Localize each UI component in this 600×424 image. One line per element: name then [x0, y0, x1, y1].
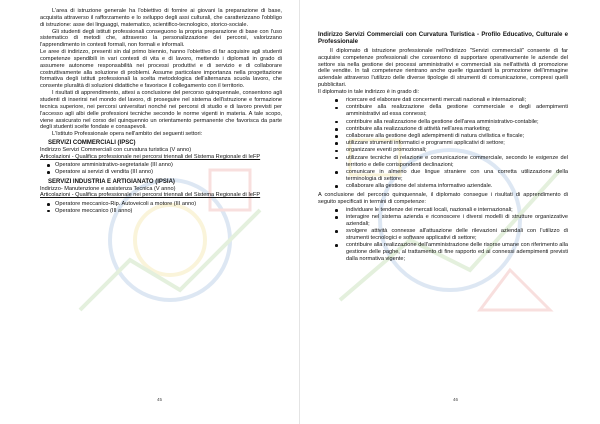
list-item: [318, 140, 568, 147]
list-item-text: utilizzare tecniche di relazione e comunicazione commerciale, secondo le esigenze del territorio e delle corrispondenti declinazioni;: [346, 154, 568, 168]
list-item: [318, 214, 568, 228]
page-number: 46: [453, 397, 459, 402]
list-item-text: Operatore amministrativo-segretariale (III anno): [55, 162, 173, 169]
list-item-text: svolgere attività connesse all'attuazione delle rilevazioni aziendali con l'utilizzo di strumenti tecnologici e software applicativi di settore;: [346, 228, 568, 242]
bullet-icon: [47, 210, 50, 213]
list-item: [318, 97, 568, 104]
list-item: [318, 126, 568, 133]
paragraph: Le aree di indirizzo, presenti sin dal primo biennio, hanno l'obiettivo di far acquisire agli studenti competenze spendibili in vari contesti di vita e di lavoro, mettendo i diplomati in grado di assumere autonome responsabilità nei processi produttivi e di servizio e di collaborare costruttivamente alla soluzione di problemi. Assume particolare importanza nella progettazione formativa degli istituti professionali la scelta metodologica dell'alternanza scuola lavoro, che consente pluralità di soluzioni didattiche e favorisce il collegamento con il territorio.: [40, 49, 282, 90]
list-item: [318, 207, 568, 214]
page-number: 45: [157, 397, 163, 402]
indirizzo-line: Indirizzo Servizi Commerciali con curvatura turistica (V anno): [40, 146, 192, 153]
list-item: [40, 201, 282, 208]
bullet-icon: [335, 230, 338, 233]
qualification-list: [40, 162, 282, 176]
paragraph: Gli studenti degli istituti professionali conseguono la propria preparazione di base con l'uso sistematico di metodi che, attraverso la personalizzazione dei percorsi, valorizzano l'apprendimento in contesti formali, non formali e informali.: [40, 28, 282, 49]
bullet-icon: [335, 171, 338, 174]
list-item: [318, 133, 568, 140]
section-title-ipsc: SERVIZI COMMERCIALI (IPSC): [48, 140, 136, 147]
bullet-icon: [335, 244, 338, 247]
bullet-icon: [335, 121, 338, 124]
paragraph: L'area di istruzione generale ha l'obiettivo di fornire ai giovani la preparazione di base, acquisita attraverso il rafforzamento e lo sviluppo degli assi culturali, che caratterizzano l'obbligo di istruzione: asse dei linguaggi, matematico, scientifico-tecnologico, storico-sociale.: [40, 8, 282, 28]
list-item: [40, 162, 282, 169]
bullet-icon: [335, 216, 338, 219]
section-heading: Indirizzo Servizi Commerciali con Curvatura Turistica - Profilo Educativo, Culturale e Professionale: [318, 31, 568, 46]
paragraph: I risultati di apprendimento, attesi a conclusione del percorso quinquennale, consentono agli studenti di inserirsi nel mondo del lavoro, di proseguire nel sistema dell'istruzione e formazione tecnica superiore, nei percorsi universitari nonché nei percorsi di studio e di lavoro previsti per l'accesso agli albi delle professioni tecniche secondo le norme vigenti in materia. A tale scopo, viene assicurato nel corso del quinquennio un orientamento permanente che favorisca da parte degli studenti scelte fondate e consapevoli.: [40, 90, 282, 131]
list-item: [318, 155, 568, 169]
section-title-ipsia: SERVIZI INDUSTRIA E ARTIGIANATO (IPSIA): [48, 178, 175, 185]
list-item-text: Operatore meccanico (III anno): [55, 207, 133, 214]
list-item-text: ricercare ed elaborare dati concernenti mercati nazionali e internazionali;: [346, 97, 527, 104]
bullet-icon: [335, 157, 338, 160]
left-text-column: [40, 8, 282, 216]
articolazioni-line: Articolazioni - Qualifica professionale nei percorsi triennali del Sistema Regionale di IeFP: [40, 153, 261, 160]
abilities-list: [318, 97, 568, 189]
list-item-text: Operatore ai servizi di vendita (III anno): [55, 168, 153, 175]
paragraph: Il diplomato di istruzione professionale nell'indirizzo "Servizi commerciali" consente di far acquisire competenze professionali che consentono di supportare operativamente le aziende del settore sia nella gestione dei processi amministrativi e commerciali sia nell'attività di promozione delle vendite. In tali competenze rientrano anche quelle riguardanti la promozione dell'immagine aziendale attraverso l'utilizzo delle diverse tipologie di strumenti di comunicazione, compresi quelli pubblicitari.: [318, 47, 568, 89]
list-item-text: contribuire alla realizzazione dell'amministrazione delle risorse umane con riferimento alla gestione delle paghe, al trattamento di fine rapporto ed ai connessi adempimenti previsti dalla normativa vigente;: [346, 242, 568, 262]
bullet-icon: [47, 171, 50, 174]
list-item: [318, 169, 568, 183]
bullet-icon: [47, 203, 50, 206]
list-item-text: contribuire alla realizzazione della gestione commerciale e degli adempimenti amministrativi ad essa connessi;: [346, 104, 568, 118]
list-item-text: contribuire alla realizzazione di attività nell'area marketing;: [346, 125, 491, 132]
list-item-text: Operatore meccanico-Rip. Autoveicoli a motore (III anno): [55, 200, 197, 207]
list-intro: Il diplomato in tale indirizzo è in grado di:: [318, 88, 420, 95]
competences-list: [318, 207, 568, 263]
list-item: [318, 183, 568, 190]
bullet-icon: [335, 99, 338, 102]
list-item: [40, 208, 282, 215]
articolazioni-line: Articolazioni - Qualifica professionale nei percorsi triennali del Sistema Regionale di IeFP: [40, 192, 261, 199]
bullet-icon: [335, 209, 338, 212]
bullet-icon: [335, 128, 338, 131]
indirizzo-line: Indirizzo- Manutenzione e assistenza Tecnica (V anno): [40, 185, 176, 192]
list-item: [40, 169, 282, 176]
bullet-icon: [335, 185, 338, 188]
list-item-text: organizzare eventi promozionali;: [346, 147, 427, 154]
bullet-icon: [47, 164, 50, 167]
list-item-text: collaborare alla gestione degli adempimenti di natura civilistica e fiscale;: [346, 133, 525, 139]
bullet-icon: [335, 142, 338, 145]
list-item: [318, 228, 568, 242]
right-text-column: [318, 31, 568, 265]
list-item-text: collaborare alla gestione del sistema informativo aziendale.: [346, 182, 493, 189]
list-item: [318, 119, 568, 126]
bullet-icon: [335, 107, 338, 110]
right-page: [300, 0, 600, 424]
list-intro: A conclusione del percorso quinquennale, il diplomato consegue i risultati di apprendimento di seguito specificati in termini di competenze:: [318, 191, 568, 205]
list-item: [318, 242, 568, 263]
list-item: [318, 104, 568, 118]
list-item-text: individuare le tendenze dei mercati locali, nazionali e internazionali;: [346, 206, 513, 213]
list-item-text: contribuire alla realizzazione della gestione dell'area amministrativo-contabile;: [346, 118, 539, 125]
paragraph: L'Istituto Professionale opera nell'ambito dei seguenti settori:: [52, 131, 203, 138]
list-item: [318, 147, 568, 154]
list-item-text: interagire nel sistema azienda e riconoscere i diversi modelli di strutture organizzative aziendali;: [346, 214, 568, 227]
qualification-list: [40, 201, 282, 215]
list-item-text: utilizzare strumenti informatici e programmi applicativi di settore;: [346, 140, 505, 147]
bullet-icon: [335, 135, 338, 138]
list-item-text: comunicare in almeno due lingue straniere con una corretta utilizzazione della terminologia di settore;: [346, 168, 568, 182]
bullet-icon: [335, 150, 338, 153]
